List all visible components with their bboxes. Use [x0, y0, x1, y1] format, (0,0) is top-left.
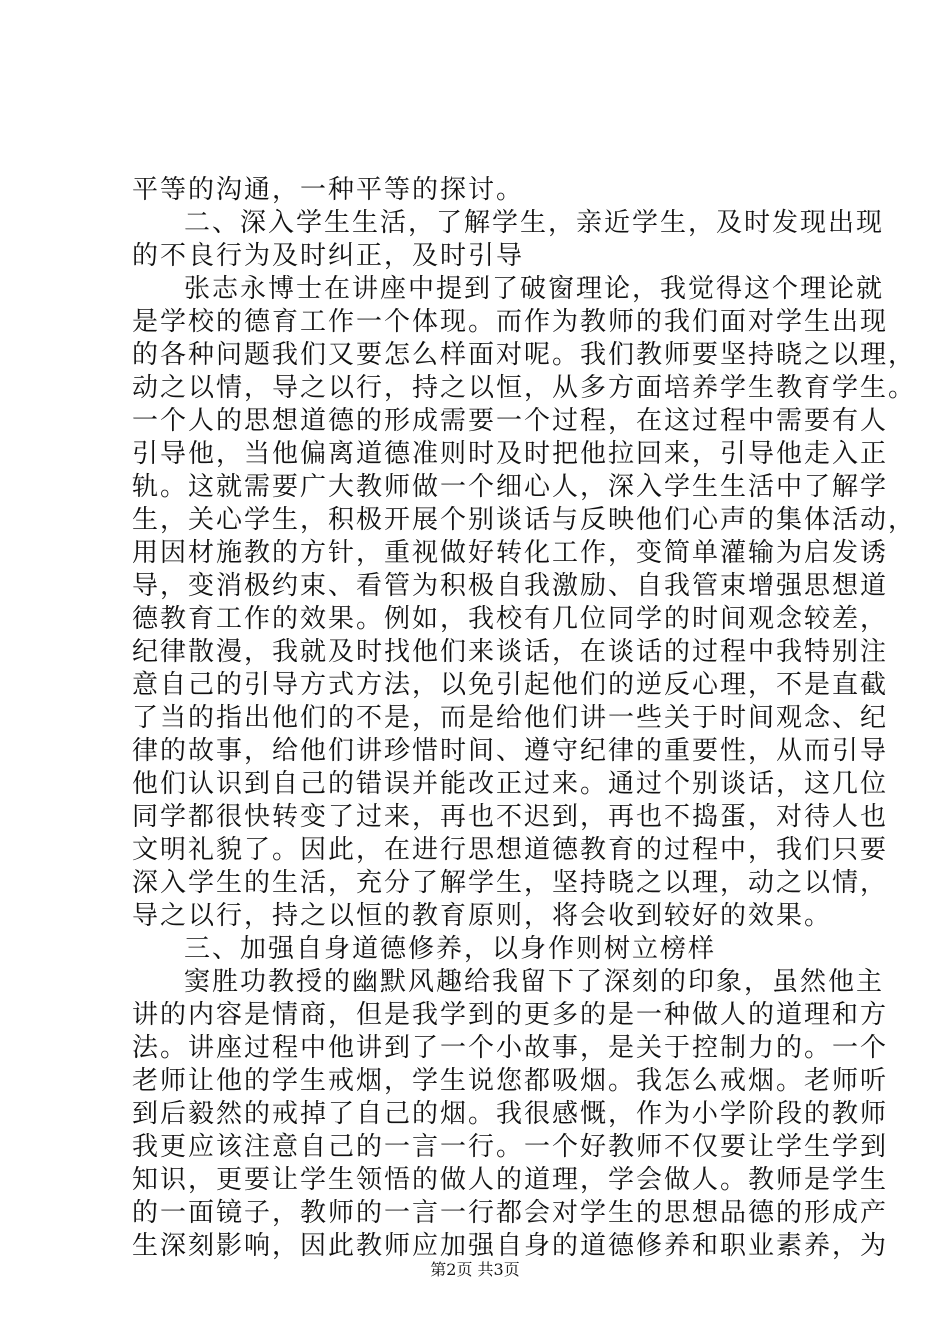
text-line: 讲的内容是情商，但是我学到的更多的是一种做人的道理和方 — [132, 1000, 889, 1030]
text-line: 动之以情，导之以行，持之以恒，从多方面培养学生教育学生。 — [132, 373, 917, 403]
text-line: 知识，更要让学生领悟的做人的道理，学会做人。教师是学生 — [132, 1165, 889, 1195]
text-line: 的不良行为及时纠正，及时引导 — [132, 241, 525, 271]
text-line: 导，变消极约束、看管为积极自我激励、自我管束增强思想道 — [132, 571, 889, 601]
text-line: 二、深入学生生活，了解学生，亲近学生，及时发现出现 — [184, 208, 885, 238]
text-line: 窦胜功教授的幽默风趣给我留下了深刻的印象，虽然他主 — [184, 967, 885, 997]
text-line: 是学校的德育工作一个体现。而作为教师的我们面对学生出现 — [132, 307, 889, 337]
text-line: 导之以行，持之以恒的教育原则，将会收到较好的效果。 — [132, 901, 833, 931]
text-line: 老师让他的学生戒烟，学生说您都吸烟。我怎么戒烟。老师听 — [132, 1066, 889, 1096]
text-line: 引导他，当他偏离道德准则时及时把他拉回来，引导他走入正 — [132, 439, 889, 469]
text-line: 法。讲座过程中他讲到了一个小故事，是关于控制力的。一个 — [132, 1033, 889, 1063]
text-line: 张志永博士在讲座中提到了破窗理论，我觉得这个理论就 — [184, 274, 885, 304]
text-line: 用因材施教的方针，重视做好转化工作，变简单灌输为启发诱 — [132, 538, 889, 568]
text-line: 的各种问题我们又要怎么样面对呢。我们教师要坚持晓之以理， — [132, 340, 917, 370]
text-line: 三、加强自身道德修养，以身作则树立榜样 — [184, 934, 717, 964]
text-line: 生深刻影响，因此教师应加强自身的道德修养和职业素养，为 — [132, 1231, 889, 1261]
text-line: 意自己的引导方式方法，以免引起他们的逆反心理，不是直截 — [132, 670, 889, 700]
text-line: 平等的沟通，一种平等的探讨。 — [132, 175, 525, 205]
text-line: 轨。这就需要广大教师做一个细心人，深入学生生活中了解学 — [132, 472, 889, 502]
text-line: 德教育工作的效果。例如，我校有几位同学的时间观念较差， — [132, 604, 889, 634]
text-line: 同学都很快转变了过来，再也不迟到，再也不捣蛋，对待人也 — [132, 802, 889, 832]
text-line: 一个人的思想道德的形成需要一个过程，在这过程中需要有人 — [132, 406, 889, 436]
text-line: 生，关心学生，积极开展个别谈话与反映他们心声的集体活动， — [132, 505, 917, 535]
document-body — [132, 174, 917, 1263]
text-line: 的一面镜子，教师的一言一行都会对学生的思想品德的形成产 — [132, 1198, 889, 1228]
text-line: 了当的指出他们的不是，而是给他们讲一些关于时间观念、纪 — [132, 703, 889, 733]
page-footer: 第2页 共3页 — [430, 1260, 520, 1279]
text-line: 他们认识到自己的错误并能改正过来。通过个别谈话，这几位 — [132, 769, 889, 799]
text-line: 律的故事，给他们讲珍惜时间、遵守纪律的重要性，从而引导 — [132, 736, 889, 766]
text-line: 我更应该注意自己的一言一行。一个好教师不仅要让学生学到 — [132, 1132, 889, 1162]
text-line: 文明礼貌了。因此，在进行思想道德教育的过程中，我们只要 — [132, 835, 889, 865]
text-line: 纪律散漫，我就及时找他们来谈话，在谈话的过程中我特别注 — [132, 637, 889, 667]
text-line: 到后毅然的戒掉了自己的烟。我很感慨，作为小学阶段的教师 — [132, 1099, 889, 1129]
text-line: 深入学生的生活，充分了解学生，坚持晓之以理，动之以情， — [132, 868, 889, 898]
